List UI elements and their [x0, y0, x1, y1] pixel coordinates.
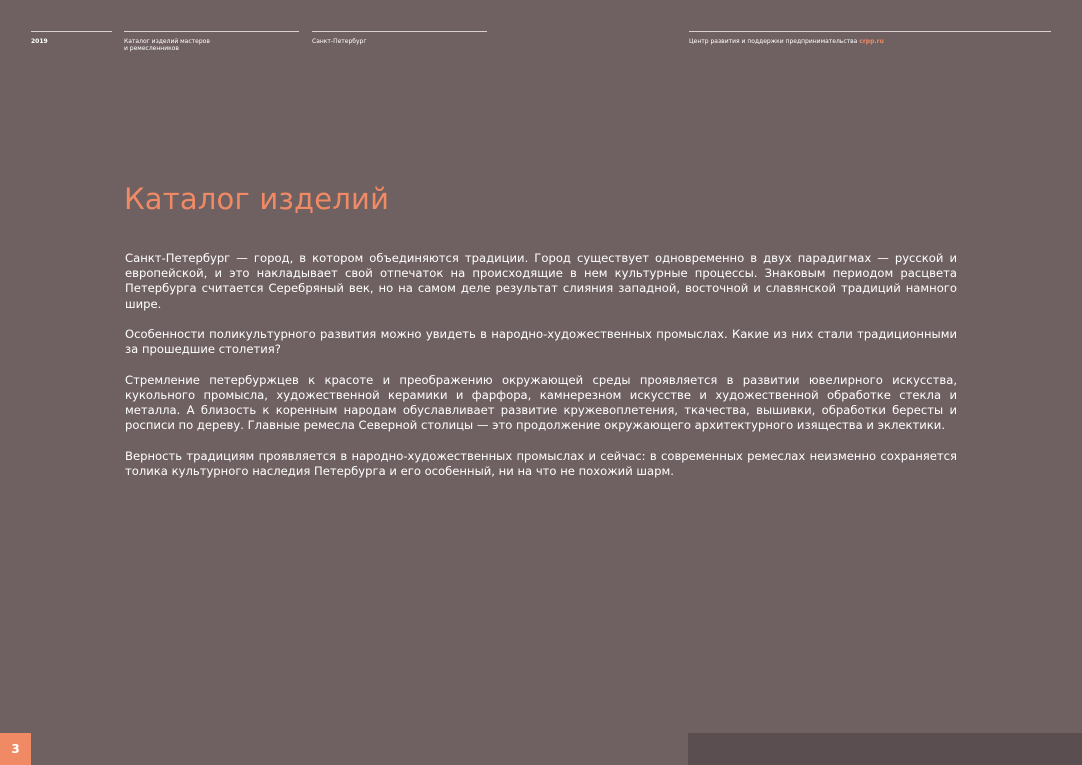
- paragraph-4: Верность традициям проявляется в народно-художественных промыслах и сейчас: в современных ремеслах неизменно сохраняется толика культурного наследия Петербурга и его особенный, ни на что не похожий шарм.: [125, 448, 957, 478]
- paragraph-3: Стремление петербуржцев к красоте и преображению окружающей среды проявляется в развитии ювелирного искусства, кукольного промысла, художественной керамики и фарфора, камнерезном искусстве и художественной обработке стекла и металла. А близость к коренным народам обуславливает развитие кружевоплетения, ткачества, вышивки, обработки бересты и росписи по дереву. Главные ремесла Северной столицы — это продолжение окружающего архитектурного изящества и эклектики.: [125, 372, 957, 433]
- page-number: 3: [11, 742, 20, 756]
- header-rule-city: [312, 31, 487, 32]
- body-text: [125, 251, 957, 494]
- header-catalog-title: [124, 38, 210, 52]
- header-rule-year: [31, 31, 112, 32]
- header-catalog-line2: и ремесленников: [124, 45, 179, 52]
- header-catalog-line1: Каталог изделий мастеров: [124, 38, 210, 45]
- paragraph-1: Санкт-Петербург — город, в котором объединяются традиции. Город существует одновременно в двух парадигмах — русской и европейской, и это накладывает свой отпечаток на происходящие в нем культурные процессы. Знаковым периодом расцвета Петербурга считается Серебряный век, но на самом деле результат слияния западной, восточной и славянской традиций намного шире.: [125, 251, 957, 311]
- header-rule-org: [689, 31, 1051, 32]
- header-org-link[interactable]: crpp.ru: [859, 38, 884, 45]
- footer-corner-block: [688, 733, 1082, 765]
- header-rule-catalog: [124, 31, 299, 32]
- header-org-text: Центр развития и поддержки предпринимательства: [689, 38, 858, 45]
- header-city: Санкт-Петербург: [312, 38, 367, 45]
- header-year: 2019: [31, 38, 48, 45]
- page-number-badge: [0, 733, 31, 765]
- paragraph-2: Особенности поликультурного развития можно увидеть в народно-художественных промыслах. Какие из них стали традиционными за прошедшие столетия?: [125, 327, 957, 357]
- page-title: Каталог изделий: [124, 182, 390, 216]
- header-org: [689, 38, 884, 45]
